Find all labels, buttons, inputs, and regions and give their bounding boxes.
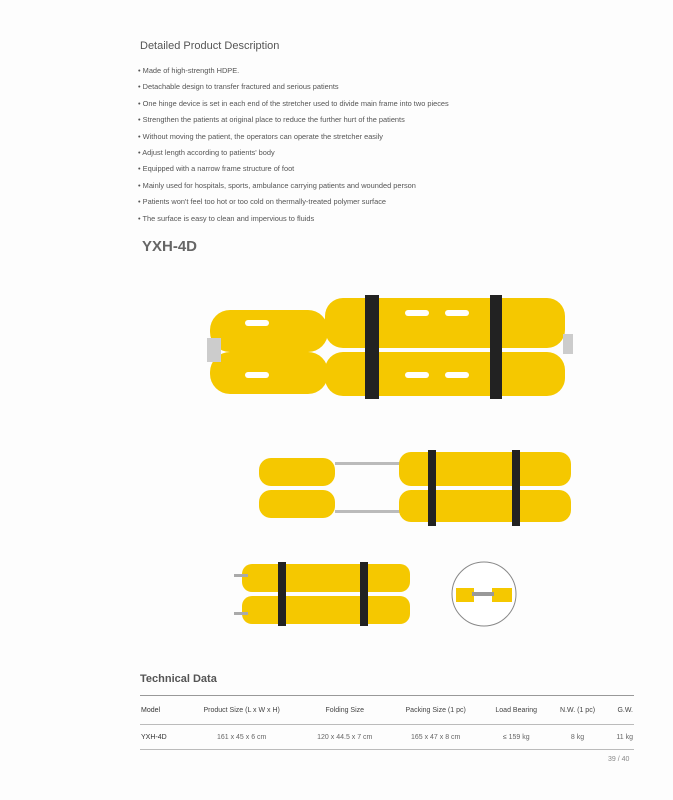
column-header: Folding Size	[301, 696, 388, 725]
column-header: Load Bearing	[483, 696, 549, 725]
feature-item: • Mainly used for hospitals, sports, ambulance carrying patients and wounded person	[138, 181, 449, 197]
feature-item: • Without moving the patient, the operators can operate the stretcher easily	[138, 132, 449, 148]
page-number: 39 / 40	[608, 756, 630, 763]
feature-item: • The surface is easy to clean and impervious to fluids	[138, 214, 449, 230]
section-title: Detailed Product Description	[140, 40, 280, 52]
feature-item: • One hinge device is set in each end of the stretcher used to divide main frame into two pieces	[138, 99, 449, 115]
feature-item: • Patients won't feel too hot or too cold on thermally-treated polymer surface	[138, 197, 449, 213]
technical-data-table	[140, 695, 634, 750]
column-header: Model	[140, 696, 182, 725]
column-header: G.W.	[606, 696, 634, 725]
stretcher-image-folded	[232, 558, 414, 630]
column-header: N.W. (1 pc)	[549, 696, 605, 725]
table-cell: YXH-4D	[140, 725, 182, 750]
stretcher-image-extended	[256, 448, 574, 528]
column-header: Product Size (L x W x H)	[182, 696, 301, 725]
hinge-detail-image	[450, 560, 518, 628]
feature-list	[138, 66, 449, 230]
feature-item: • Strengthen the patients at original place to reduce the further hurt of the patients	[138, 115, 449, 131]
table-cell: 161 x 45 x 6 cm	[182, 725, 301, 750]
table-cell: 8 kg	[549, 725, 605, 750]
stretcher-image-full	[205, 290, 577, 400]
table-cell: 11 kg	[606, 725, 634, 750]
table-cell: ≤ 159 kg	[483, 725, 549, 750]
feature-item: • Detachable design to transfer fractured and serious patients	[138, 82, 449, 98]
table-row	[140, 725, 634, 750]
table-cell: 120 x 44.5 x 7 cm	[301, 725, 388, 750]
feature-item: • Equipped with a narrow frame structure of foot	[138, 164, 449, 180]
feature-item: • Adjust length according to patients' body	[138, 148, 449, 164]
model-title: YXH-4D	[142, 238, 198, 255]
column-header: Packing Size (1 pc)	[388, 696, 483, 725]
technical-data-title: Technical Data	[140, 673, 217, 685]
feature-item: • Made of high-strength HDPE.	[138, 66, 449, 82]
table-header-row	[140, 696, 634, 725]
table-cell: 165 x 47 x 8 cm	[388, 725, 483, 750]
